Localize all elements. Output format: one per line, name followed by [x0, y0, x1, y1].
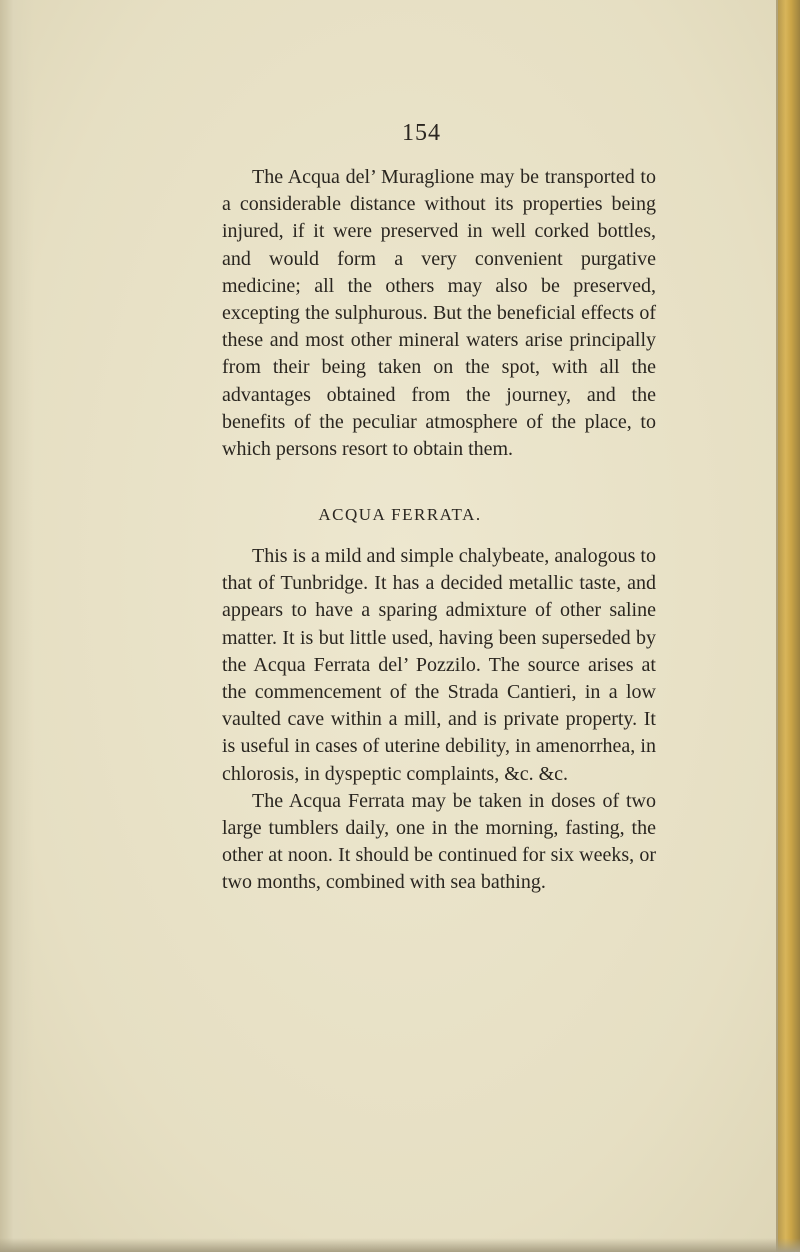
paragraph-text: The Acqua del’ Muraglione may be transported to a considerable distance without its properties being injured, if it were preserved in well corked bottles, and would form a very convenient purgative medicine; all the others may also be preserved, excepting the sulphurous. But the beneficial effects of these and most other mineral waters arise principally from their being taken on the spot, with all the advantages obtained from the journey, and the benefits of the peculiar atmosphere of the place, to which persons resort to obtain them. — [222, 166, 656, 461]
paragraph-text: The Acqua Ferrata may be taken in doses of two large tumblers daily, one in the morning, fasting, the other at noon. It should be continued for six weeks, or two months, combined with sea bathing. — [222, 789, 656, 894]
binding-gutter — [0, 0, 34, 1252]
paragraph-text: This is a mild and simple chalybeate, analogous to that of Tunbridge. It has a decided metallic taste, and appears to have a sparing admixture of other saline matter. It is but little used, having been superseded by the Acqua Ferrata del’ Pozzilo. The source arises at the commencement of the Strada Cantieri, in a low vaulted cave within a mill, and is private property. It is useful in cases of uterine debility, in amenorrhea, in chlorosis, in dyspeptic complaints, &c. &c. — [222, 545, 656, 785]
bottom-shadow — [0, 1238, 800, 1252]
page-number: 154 — [402, 120, 441, 146]
paragraph-muraglione — [222, 164, 656, 463]
page-edge — [778, 0, 800, 1252]
section-heading: ACQUA FERRATA. — [318, 505, 482, 524]
paragraph-ferrata — [222, 543, 656, 897]
